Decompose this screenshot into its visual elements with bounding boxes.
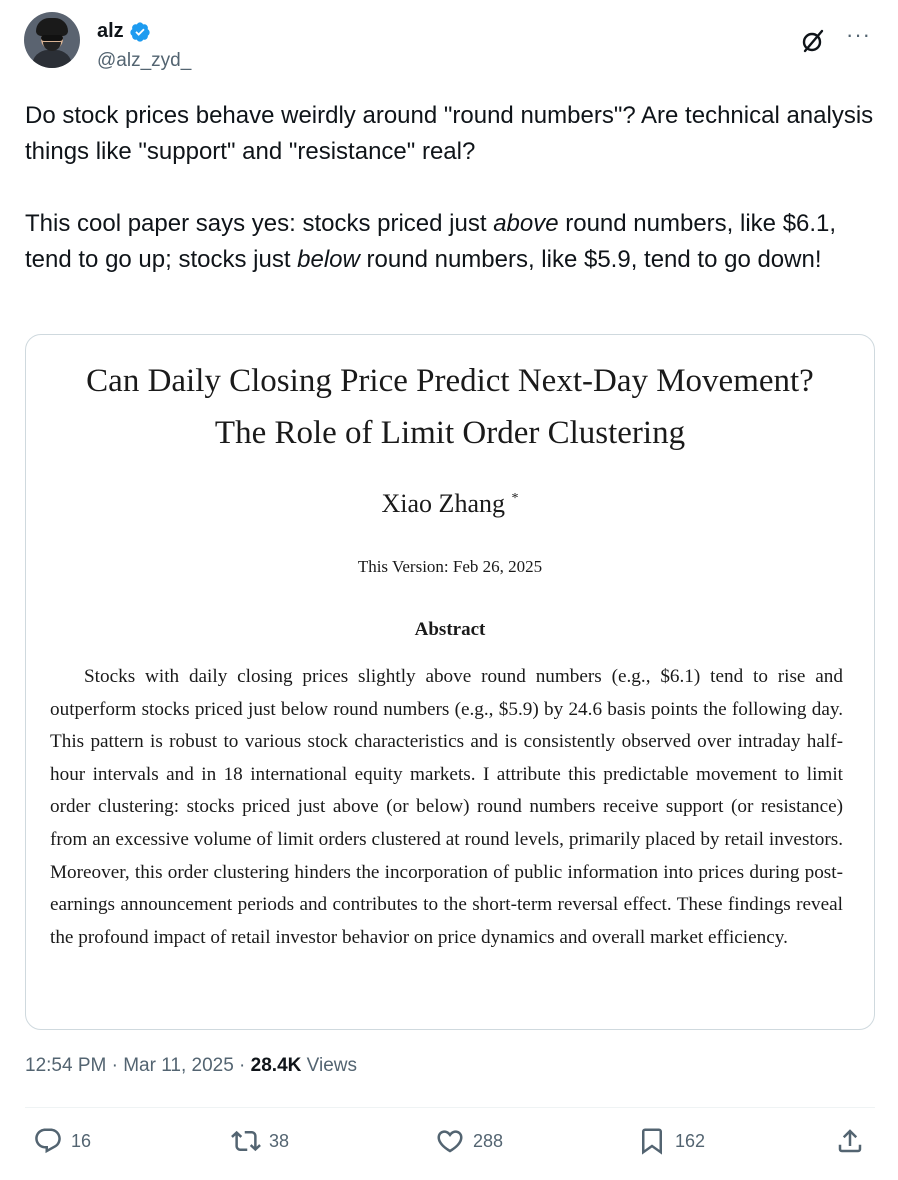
like-button[interactable] (435, 1126, 503, 1156)
abstract-heading: Abstract (414, 619, 486, 640)
paper-image-card[interactable] (25, 334, 875, 1030)
paper-title-line-1: Can Daily Closing Price Predict Next-Day Movement? (86, 363, 814, 399)
reply-icon (33, 1126, 63, 1156)
paper-title (26, 355, 874, 459)
paper-title-line-2: The Role of Limit Order Clustering (214, 415, 686, 451)
like-count: 288 (473, 1130, 504, 1151)
grok-icon[interactable] (800, 28, 826, 54)
share-icon (835, 1126, 865, 1156)
tweet-paragraph-2 (25, 206, 875, 278)
tweet-text (25, 98, 875, 278)
abstract-body: Stocks with daily closing prices slightly above round numbers (e.g., $6.1) tend to rise and outperform stocks priced just below round numbers (e.g., $5.9) by 24.6 basis points the following day. This pattern is robust to various stock characteristics and is consistently observed over intraday half-hour intervals and in 18 international equity markets. I attribute this predictable movement to limit order clustering: stocks priced just above (or below) round numbers receive support (or resistance) from an excessive volume of limit orders clustered at round levels, primarily placed by retail investors. Moreover, this order clustering hinders the incorporation of public information into prices during post-earnings announcement periods and contributes to the short-term reversal effect. These findings reveal the profound impact of retail investor behavior on price dynamics and overall market efficiency. (50, 666, 843, 948)
bookmark-count: 162 (675, 1130, 706, 1151)
paper-author-footnote-mark: * (511, 491, 519, 506)
meta-separator: · (233, 1055, 251, 1076)
tweet-time[interactable]: 12:54 PM (25, 1055, 107, 1076)
tweet-emphasis-above: above (493, 210, 559, 237)
more-icon[interactable]: ··· (846, 22, 871, 47)
tweet-p2-part-c: round numbers, like $5.9, tend to go down! (359, 246, 822, 273)
author-handle[interactable]: @alz_zyd_ (97, 50, 192, 71)
author-name-row[interactable] (97, 20, 151, 43)
share-button[interactable] (835, 1126, 865, 1156)
bookmark-button[interactable] (637, 1126, 705, 1156)
tweet-p2-part-b: round numbers, like $6.1, tend to go up; stocks just (25, 210, 837, 273)
repost-icon (231, 1126, 261, 1156)
views-count: 28.4K (250, 1055, 302, 1076)
tweet-paragraph-1: Do stock prices behave weirdly around "round numbers"? Are technical analysis things like "support" and "resistance" real? (25, 102, 874, 165)
repost-button[interactable] (231, 1126, 289, 1156)
avatar-hair (36, 18, 68, 36)
action-bar (25, 1126, 875, 1164)
avatar-body (32, 50, 72, 68)
repost-count: 38 (269, 1130, 290, 1151)
tweet-p2-part-a: This cool paper says yes: stocks priced just (25, 210, 494, 237)
tweet-meta (25, 1055, 357, 1077)
tweet-date[interactable]: Mar 11, 2025 (123, 1055, 234, 1076)
meta-separator: · (106, 1055, 124, 1076)
paper-version: This Version: Feb 26, 2025 (357, 557, 543, 576)
bookmark-icon (637, 1126, 667, 1156)
divider (25, 1107, 875, 1108)
verified-badge-icon (129, 21, 151, 43)
paper-author-name: Xiao Zhang (381, 489, 505, 518)
reply-button[interactable] (33, 1126, 91, 1156)
paragraph-gap (25, 170, 875, 206)
avatar[interactable] (24, 12, 80, 68)
paper-author (26, 489, 874, 519)
author-name[interactable]: alz (97, 20, 124, 42)
views-label: Views (301, 1055, 357, 1076)
avatar-glasses (41, 35, 63, 41)
like-icon (435, 1126, 465, 1156)
tweet-emphasis-below: below (297, 246, 360, 273)
reply-count: 16 (71, 1130, 92, 1151)
